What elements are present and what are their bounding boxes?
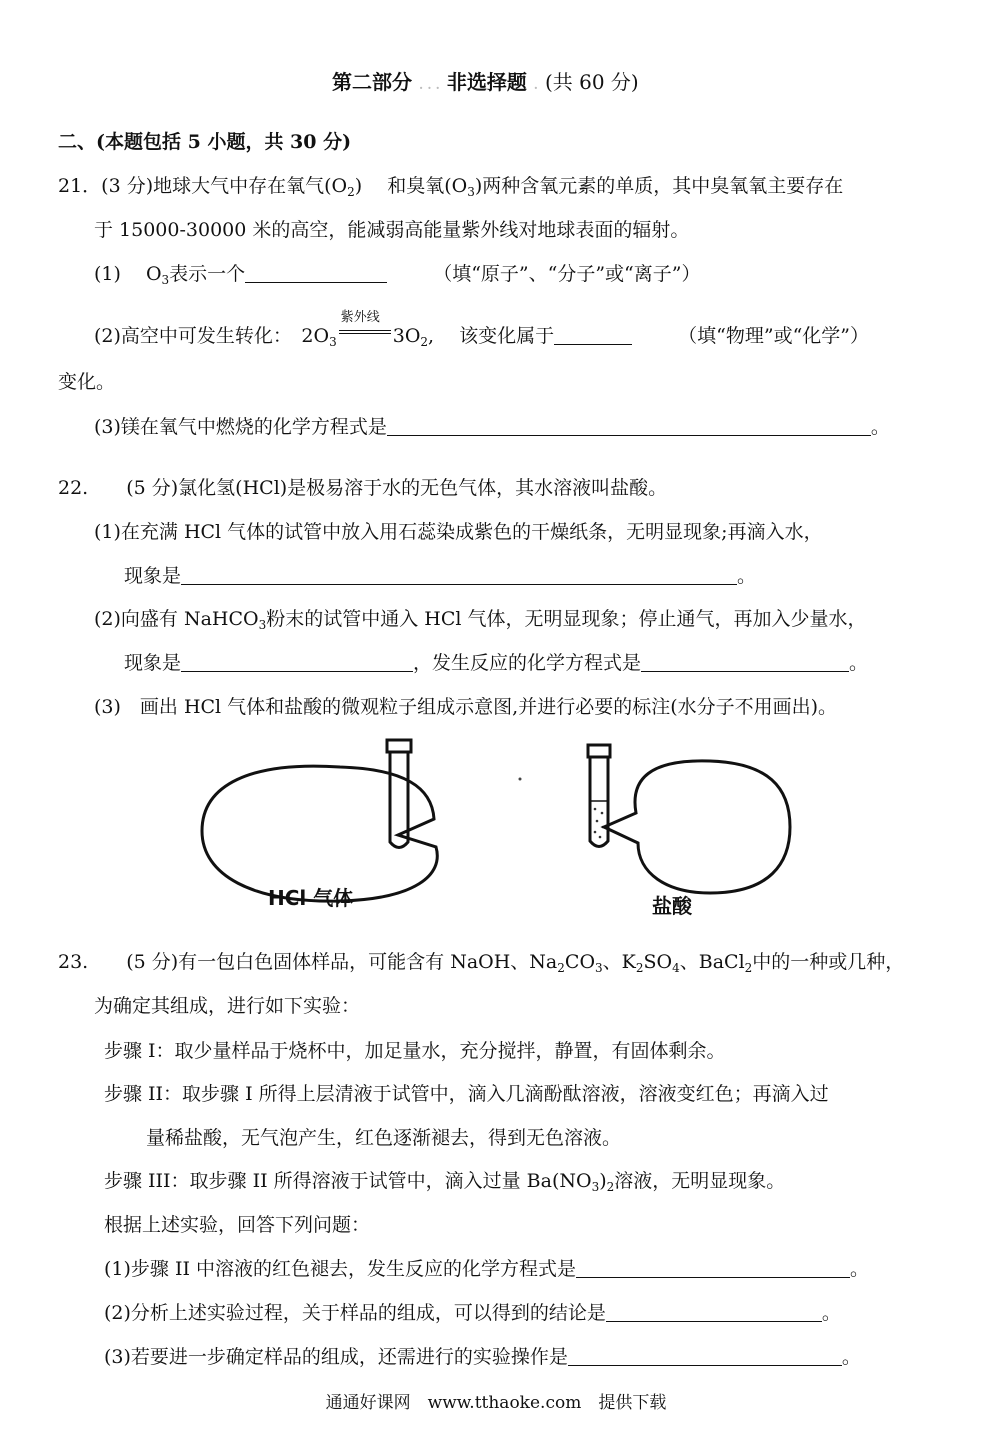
answer-blank[interactable] [181, 653, 413, 672]
q23-intro: 23. (5 分)有一包白色固体样品，可能含有 NaOH、$Na_2CO_3$、$K_2SO_4$、BaCl$_2$中的一种或几种， [58, 951, 905, 975]
q22-part2-answer: 现象是 ，发生反应的化学方程式是 。 [124, 652, 869, 674]
answer-blank[interactable] [606, 1303, 822, 1322]
q23-intro-line2: 为确定其组成，进行如下实验： [94, 995, 361, 1017]
q23-step2: 步骤 II：取步骤 I 所得上层清液于试管中，滴入几滴酚酞溶液，溶液变红色；再滴入过 [104, 1083, 829, 1105]
page-title: 第二部分 . . . 非选择题 . (共 60 分) [332, 70, 639, 94]
q22-part2: (2)向盛有 NaHCO$_3$粉末的试管中通入 HCl 气体，无明显现象；停止通气，再加入少量水， [94, 608, 867, 632]
title-score: (共 60 分) [544, 70, 639, 94]
hydrochloric-acid-test-tube [588, 745, 610, 847]
page-footer: 通通好课网 www.tthaoke.com 提供下载 [325, 1393, 667, 1413]
q21-part2: (2)高空中可发生转化： $2O_3$ 紫外线 $3O_2$, 该变化属于 （填“物理”或“化学”） [94, 310, 869, 349]
answer-blank[interactable] [387, 417, 871, 436]
q23-step3: 步骤 III：取步骤 II 所得溶液于试管中，滴入过量 $Ba(NO_3)_2$溶液，无明显现象。 [104, 1170, 786, 1194]
q23-part1: (1)步骤 II 中溶液的红色褪去，发生反应的化学方程式是 。 [104, 1258, 870, 1280]
q22-part3: (3) 画出 HCl 气体和盐酸的微观粒子组成示意图,并进行必要的标注(水分子不用画出)。 [94, 696, 838, 718]
q23-ask: 根据上述实验，回答下列问题： [104, 1214, 371, 1236]
q23-step2-cont: 量稀盐酸，无气泡产生，红色逐渐褪去，得到无色溶液。 [146, 1127, 622, 1149]
q21-part1: (1) $O_3$表示一个 （填“原子”、“分子”或“离子”） [94, 263, 701, 287]
q23-step1: 步骤 I：取少量样品于烧杯中，加足量水，充分搅拌，静置，有固体剩余。 [104, 1040, 726, 1062]
q22-part1: (1)在充满 HCl 气体的试管中放入用石蕊染成紫色的干燥纸条，无明显现象;再滴入水， [94, 521, 823, 543]
q21-intro: 21．(3 分)地球大气中存在氧气$(O_2)$ 和臭氧$(O_3)$两种含氧元素的单质，其中臭氧氧主要存在 [58, 175, 844, 199]
q22-part1-answer: 现象是 。 [124, 565, 757, 587]
q22-intro: 22. (5 分)氯化氢(HCl)是极易溶于水的无色气体，其水溶液叫盐酸。 [58, 477, 668, 499]
answer-blank[interactable] [568, 1347, 842, 1366]
q23-part2: (2)分析上述实验过程，关于样品的组成，可以得到的结论是 。 [104, 1302, 841, 1324]
answer-blank[interactable] [181, 566, 737, 585]
title-subtitle: 非选择题 [446, 70, 527, 94]
title-part: 第二部分 [332, 70, 412, 94]
answer-blank[interactable] [245, 264, 387, 283]
q21-part3: (3)镁在氧气中燃烧的化学方程式是 。 [94, 416, 890, 438]
q23-part3: (3)若要进一步确定样品的组成，还需进行的实验操作是 。 [104, 1346, 861, 1368]
answer-blank[interactable] [641, 653, 849, 672]
section-heading: 二、(本题包括 5 小题，共 30 分) [58, 131, 352, 153]
answer-blank[interactable] [554, 326, 632, 345]
hydrochloric-acid-bubble [604, 761, 790, 893]
answer-blank[interactable] [576, 1259, 850, 1278]
q21-intro-line2: 于 15000-30000 米的高空，能减弱高能量紫外线对地球表面的辐射。 [94, 219, 690, 241]
figure-caption-hydrochloric-acid: 盐酸 [652, 894, 692, 918]
figure-caption-hcl-gas: HCl 气体 [268, 886, 354, 910]
q21-part2-end: 变化。 [58, 371, 116, 393]
reaction-arrow: 紫外线 [337, 320, 393, 344]
hcl-gas-test-tube [387, 740, 411, 848]
hcl-gas-bubble [202, 766, 437, 901]
